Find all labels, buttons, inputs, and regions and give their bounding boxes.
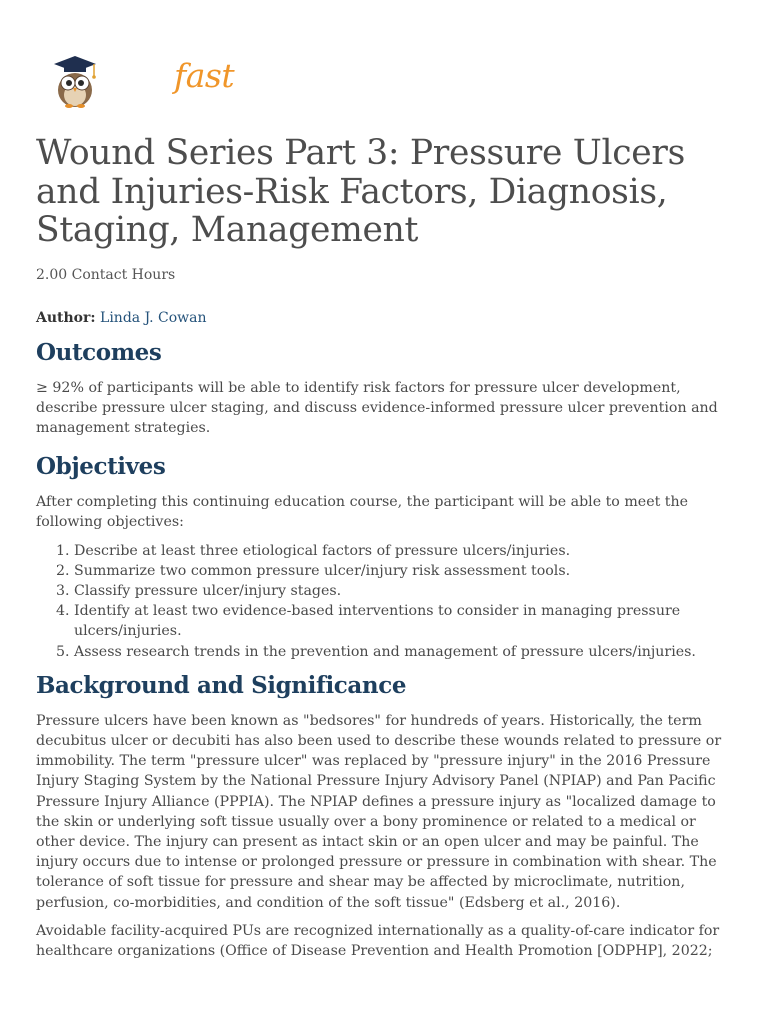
objective-item: 3. Classify pressure ulcer/injury stages. [74, 581, 736, 601]
objectives-list [36, 541, 736, 662]
contact-hours: 2.00 Contact Hours [36, 266, 176, 283]
outcomes-section [36, 338, 736, 439]
background-paragraph-2: Avoidable facility-acquired PUs are recognized internationally as a quality-of-care indicator for healthcare organizations (Office of Disease Prevention and Health Promotion [ODPHP], 2022; [36, 922, 720, 959]
page-title: Wound Series Part 3: Pressure Ulcers and Injuries-Risk Factors, Diagnosis, Staging, Management [36, 133, 686, 250]
course-content [36, 134, 736, 961]
objective-item: 1. Describe at least three etiological factors of pressure ulcers/injuries. [74, 541, 736, 561]
author-link[interactable]: Linda J. Cowan [100, 309, 207, 326]
objective-item: 2. Summarize two common pressure ulcer/injury risk assessment tools. [74, 561, 736, 581]
outcomes-text: ≥ 92% of participants will be able to identify risk factors for pressure ulcer development, describe pressure ulcer staging, and discuss evidence-informed pressure ulcer prevention and management strategies. [36, 379, 718, 436]
background-section [36, 671, 736, 961]
background-paragraph-1: Pressure ulcers have been known as "bedsores" for hundreds of years. Historically, the term decubitus ulcer or decubiti has also been used to describe these wounds related to pressure or immobility. The term "pressure ulcer" was replaced by "pressure injury" in the 2016 Pressure Injury Staging System by the National Pressure Injury Advisory Panel (NPIAP) and Pan Pacific Pressure Injury Alliance (PPPIA). The NPIAP defines a pressure injury as "localized damage to the skin or underlying soft tissue usually over a bony prominence or related to a medical or other device. The injury can present as intact skin or an open ulcer and may be painful. The injury occurs due to intense or prolonged pressure or pressure in combination with shear. The tolerance of soft tissue for pressure and shear may be affected by microclimate, nutrition, perfusion, co-morbidities, and condition of the soft tissue" (Edsberg et al., 2016). [36, 712, 722, 911]
objectives-heading: Objectives [36, 453, 166, 481]
outcomes-heading: Outcomes [36, 338, 162, 366]
owl-graduation-cap-icon [50, 52, 100, 108]
objectives-section [36, 452, 736, 662]
author-line [36, 310, 736, 326]
brand-wordmark: fast [174, 56, 235, 95]
site-logo[interactable] [50, 52, 350, 108]
background-heading: Background and Significance [36, 671, 407, 699]
objective-item: 4. Identify at least two evidence-based interventions to consider in managing pressure ulcers/injuries. [74, 601, 736, 641]
author-label: Author: [36, 309, 96, 326]
objective-item: 5. Assess research trends in the prevention and management of pressure ulcers/injuries. [74, 642, 736, 662]
objectives-intro: After completing this continuing education course, the participant will be able to meet the following objectives: [36, 494, 689, 531]
